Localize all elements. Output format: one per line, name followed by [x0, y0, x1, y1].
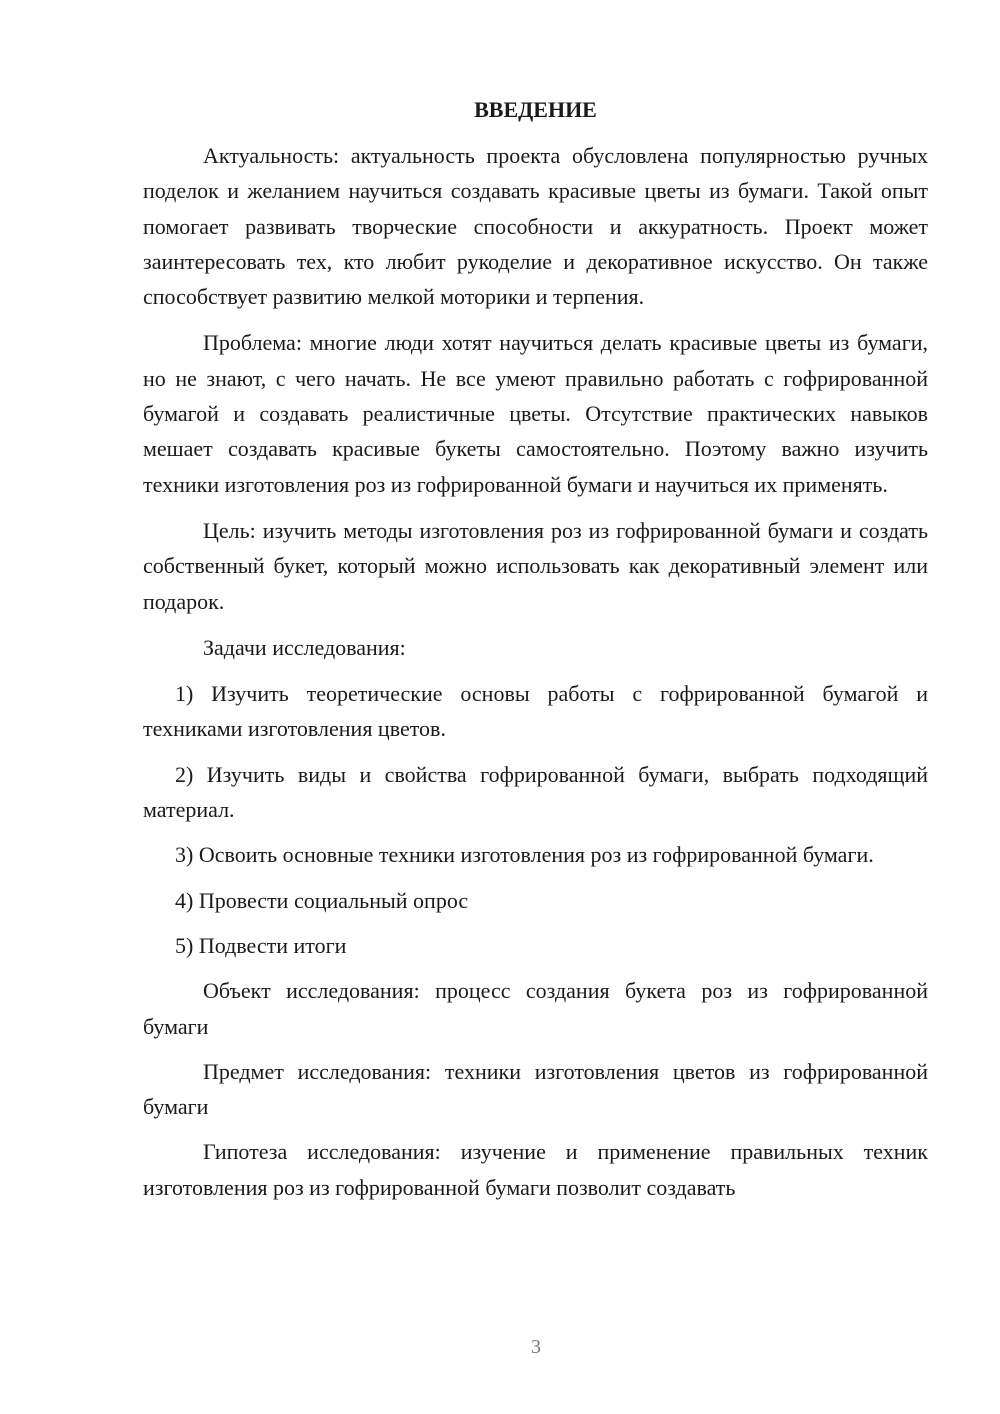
page-number: 3 — [531, 1336, 541, 1358]
problem-paragraph: Проблема: многие люди хотят научиться делать красивые цветы из бумаги, но не знают, с чего начать. Не все умеют правильно работать с гофрированной бумагой и создавать реалистичные цветы. Отсутствие практических навыков мешает создавать красивые букеты самостоятельно. Поэтому важно изучить техники изготовления роз из гофрированной бумаги и научиться их применять. — [143, 330, 928, 497]
task-item-3: 3) Освоить основные техники изготовления роз из гофрированной бумаги. — [175, 842, 874, 868]
tasks-heading: Задачи исследования: — [203, 634, 406, 660]
goal-paragraph: Цель: изучить методы изготовления роз из гофрированной бумаги и создать собственный букет, который можно использовать как декоративный элемент или подарок. — [143, 517, 928, 614]
task-item-5: 5) Подвести итоги — [175, 932, 347, 958]
document-title: ВВЕДЕНИЕ — [474, 97, 597, 122]
subject-paragraph: Предмет исследования: техники изготовления цветов из гофрированной бумаги — [143, 1058, 928, 1120]
task-item-1: 1) Изучить теоретические основы работы с гофрированной бумагой и техниками изготовления цветов. — [143, 681, 928, 742]
task-item-2: 2) Изучить виды и свойства гофрированной бумаги, выбрать подходящий материал. — [143, 761, 928, 823]
relevance-paragraph: Актуальность: актуальность проекта обусловлена популярностью ручных поделок и желанием научиться создавать красивые цветы из бумаги. Такой опыт помогает развивать творческие способности и аккуратность. Проект может заинтересовать тех, кто любит рукоделие и декоративное искусство. Он также способствует развитию мелкой моторики и терпения. — [143, 143, 928, 310]
task-item-4: 4) Провести социальный опрос — [175, 887, 469, 913]
hypothesis-paragraph: Гипотеза исследования: изучение и применение правильных техник изготовления роз из гофрированной бумаги позволит создавать — [143, 1139, 928, 1200]
object-paragraph: Объект исследования: процесс создания букета роз из гофрированной бумаги — [143, 978, 928, 1039]
document-page — [143, 94, 928, 1205]
